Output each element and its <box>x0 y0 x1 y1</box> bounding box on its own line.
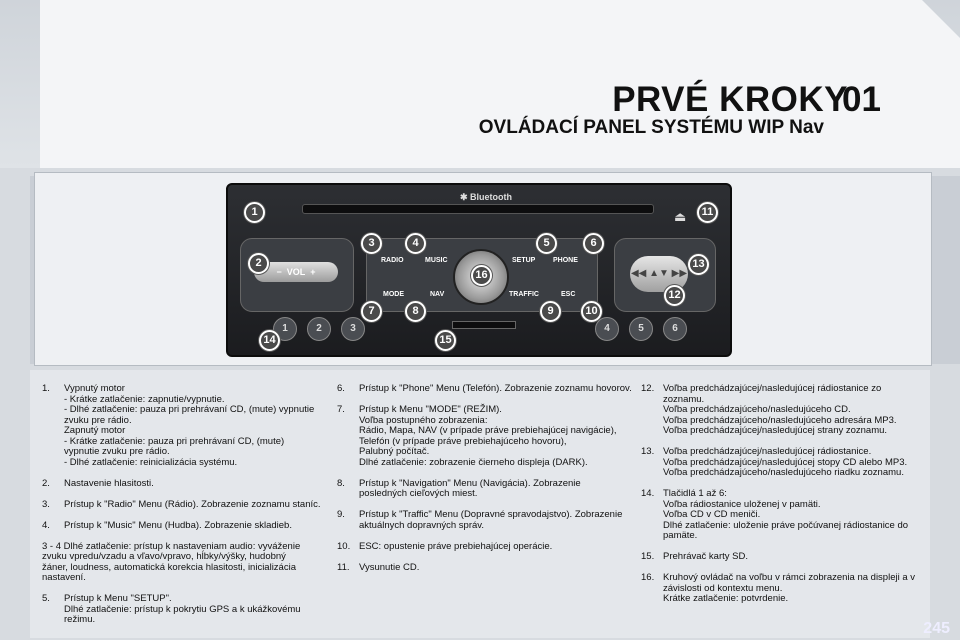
callout-10: 10 <box>581 301 602 322</box>
list-item: 14. Tlačidlá 1 až 6: Voľba rádiostanice uloženej v pamäti. Voľba CD v CD meniči. Dlhé zatlačenie: uloženie práve počúvanej rádiostanice do pamäte. <box>641 488 909 541</box>
callout-12: 12 <box>664 285 685 306</box>
callout-6: 6 <box>583 233 604 254</box>
key-traffic: TRAFFIC <box>509 291 539 298</box>
list-item: 11. Vysunutie CD. <box>337 561 420 573</box>
callout-1: 1 <box>244 202 265 223</box>
page-number: 245 <box>923 620 950 637</box>
key-music: MUSIC <box>425 257 448 264</box>
callout-7: 7 <box>361 301 382 322</box>
key-mode: MODE <box>383 291 404 298</box>
description-column-3 <box>641 384 926 615</box>
callout-8: 8 <box>405 301 426 322</box>
list-item: 6. Prístup k "Phone" Menu (Telefón). Zobrazenie zoznamu hovorov. <box>337 383 632 394</box>
callout-11: 11 <box>697 202 718 223</box>
preset-5: 5 <box>629 317 653 341</box>
list-item: 3 - 4 Dlhé zatlačenie: prístup k nastaveniam audio: vyváženie zvuku vpredu/vzadu a vľavo/vpravo, hĺbky/výšky, hudobný žáner, loudness, automatická korekcia hlasitosti, inicializácia nastavení. <box>42 540 301 583</box>
key-radio: RADIO <box>381 257 404 264</box>
bluetooth-text: Bluetooth <box>470 192 513 202</box>
preset-2: 2 <box>307 317 331 341</box>
page-subtitle: OVLÁDACÍ PANEL SYSTÉMU WIP Nav <box>478 117 824 138</box>
page-title: PRVÉ KROKY <box>612 80 848 119</box>
list-item: 15. Prehrávač karty SD. <box>641 551 748 562</box>
preset-6: 6 <box>663 317 687 341</box>
list-item: 2. Nastavenie hlasitosti. <box>42 477 154 489</box>
preset-1: 1 <box>273 317 297 341</box>
callout-16: 16 <box>471 265 492 286</box>
description-column-1 <box>42 384 332 636</box>
list-item: 12. Voľba predchádzajúcej/nasledujúcej rádiostanice zo zoznamu. Voľba predchádzajúceho/nasledujúceho CD. Voľba predchádzajúceho/nasledujúceho adresára MP3. Voľba predchádzajúcej/nasledujúcej strany zoznamu. <box>641 383 897 436</box>
list-item: 13. Voľba predchádzajúcej/nasledujúcej rádiostanice. Voľba predchádzajúcej/nasledujúcej stopy CD alebo MP3. Voľba predchádzajúceho/nasledujúceho riadku zoznamu. <box>641 446 908 478</box>
list-item: 1. Vypnutý motor - Krátke zatlačenie: zapnutie/vypnutie. - Dlhé zatlačenie: pauza pri prehrávaní CD, (mute) vypnutie zvuku pre rádio. Zapnutý motor - Krátke zatlačenie: pauza pri prehrávaní CD, (mute) vypnutie zvuku pre rádio. - Dlhé zatlačenie: reinicializácia systému. <box>42 383 315 468</box>
list-item: 16. Kruhový ovládač na voľbu v rámci zobrazenia na displeji a v závislosti od kontextu menu. Krátke zatlačenie: potvrdenie. <box>641 572 916 604</box>
direction-pad: ◀◀ ▲▼ ▶▶ <box>630 256 688 292</box>
sd-card-slot <box>452 321 516 329</box>
callout-5: 5 <box>536 233 557 254</box>
callout-13: 13 <box>688 254 709 275</box>
list-item: 5. Prístup k Menu "SETUP". Dlhé zatlačenie: prístup k pokrytiu GPS a k ukážkovému režimu. <box>42 593 301 625</box>
callout-4: 4 <box>405 233 426 254</box>
list-item: 7. Prístup k Menu "MODE" (REŽIM). Voľba postupného zobrazenia: Rádio, Mapa, NAV (v prípade práve prebiehajúcej navigácie), Telefón (v prípade práve prebiehajúceho hovoru), Palubný počítač. Dlhé zatlačenie: zobrazenie čierneho displeja (DARK). <box>337 404 617 468</box>
list-item: 4. Prístup k "Music" Menu (Hudba). Zobrazenie skladieb. <box>42 519 292 531</box>
list-item: 8. Prístup k "Navigation" Menu (Navigácia). Zobrazenie posledných cieľových miest. <box>337 477 581 499</box>
list-item: 10. ESC: opustenie práve prebiehajúcej operácie. <box>337 540 553 552</box>
callout-9: 9 <box>540 301 561 322</box>
preset-3: 3 <box>341 317 365 341</box>
list-item: 9. Prístup k "Traffic" Menu (Dopravné spravodajstvo). Zobrazenie aktuálnych dopravných správ. <box>337 509 623 531</box>
vol-label: VOL <box>286 267 306 277</box>
bluetooth-label: ✱ Bluetooth <box>460 192 513 202</box>
key-phone: PHONE <box>553 257 578 264</box>
eject-icon: ⏏ <box>674 209 687 224</box>
preset-4: 4 <box>595 317 619 341</box>
description-column-2 <box>337 384 632 584</box>
callout-14: 14 <box>259 330 280 351</box>
callout-3: 3 <box>361 233 382 254</box>
callout-15: 15 <box>435 330 456 351</box>
list-item: 3. Prístup k "Radio" Menu (Rádio). Zobrazenie zoznamu staníc. <box>42 498 321 510</box>
key-esc: ESC <box>561 291 576 298</box>
key-setup: SETUP <box>512 257 536 264</box>
volume-slider: − VOL + <box>254 262 338 282</box>
key-nav: NAV <box>430 291 445 298</box>
chapter-number: 01 <box>842 80 881 119</box>
callout-2: 2 <box>248 253 269 274</box>
cd-slot <box>302 204 654 214</box>
